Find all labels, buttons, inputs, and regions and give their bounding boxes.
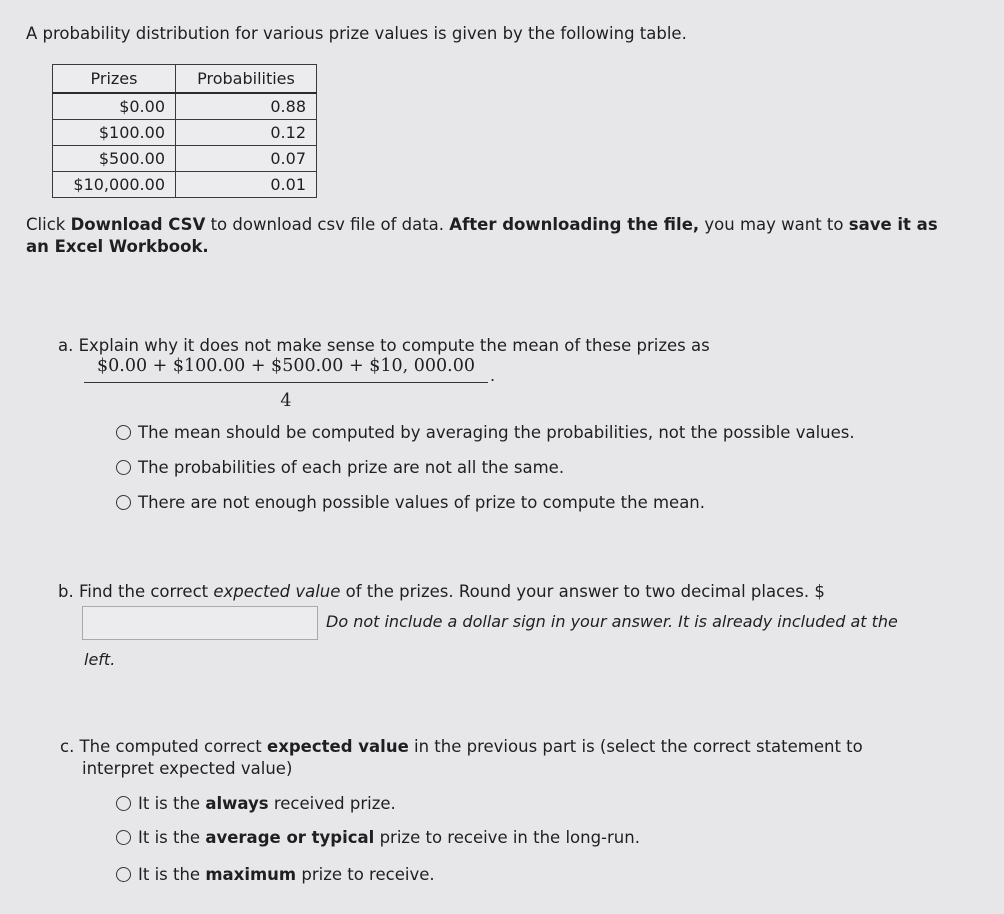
prize-cell: $0.00 [53,93,176,120]
instruction-after-download: After downloading the file, [449,215,700,234]
question-c-prompt [60,736,940,780]
table-row [53,146,317,172]
option-label: The probabilities of each prize are not all the same. [138,458,565,477]
option-text-bold: average or typical [205,828,375,847]
question-b-suffix: of the prizes. Round your answer to two decimal places. $ [340,582,825,601]
radio-button[interactable] [116,495,131,510]
question-a-option-1[interactable] [116,423,855,442]
table-row [53,120,317,146]
instruction-tail: you may want to [699,215,849,234]
option-text-bold: always [205,794,269,813]
answer-hint: Do not include a dollar sign in your answer. It is already included at the [326,612,898,631]
instruction-middle: to download csv file of data. [205,215,450,234]
option-text-before: It is the [138,828,206,847]
question-b-prefix: b. Find the correct [58,582,214,601]
fraction-denominator: 4 [280,391,292,411]
question-c-option-1[interactable] [116,794,396,813]
radio-button[interactable] [116,830,131,845]
option-label [138,865,435,884]
fraction-numerator: $0.00 + $100.00 + $500.00 + $10, 000.00 [84,354,488,383]
table-row [53,93,317,120]
radio-button[interactable] [116,867,131,882]
question-b-value-word: value [290,582,341,601]
intro-text: A probability distribution for various prize values is given by the following table. [26,24,687,43]
expected-value-input[interactable] [82,606,318,640]
option-text-after: prize to receive in the long-run. [374,828,640,847]
question-c-line2: interpret expected value) [82,759,293,778]
question-c-prefix: c. The computed correct [60,737,268,756]
prize-cell: $10,000.00 [53,172,176,198]
question-b-expected: expected [213,582,291,601]
probability-cell: 0.12 [176,120,317,146]
mean-fraction [84,354,488,411]
option-label [138,828,640,847]
question-a-prompt: a. Explain why it does not make sense to compute the mean of these prizes as [58,336,710,355]
question-c-option-3[interactable] [116,865,435,884]
option-text-before: It is the [138,794,206,813]
question-a-option-2[interactable] [116,458,564,477]
table-header-row [53,65,317,94]
prize-cell: $500.00 [53,146,176,172]
probability-cell: 0.01 [176,172,317,198]
option-label: The mean should be computed by averaging the probabilities, not the possible values. [138,423,855,442]
probability-cell: 0.07 [176,146,317,172]
option-text-after: prize to receive. [296,865,435,884]
probability-cell: 0.88 [176,93,317,120]
radio-button[interactable] [116,796,131,811]
option-label: There are not enough possible values of prize to compute the mean. [138,493,706,512]
option-label [138,794,396,813]
question-c-expected-value: expected value [267,737,409,756]
answer-hint-continued: left. [84,650,116,669]
option-text-before: It is the [138,865,206,884]
instruction-click: Click [26,215,71,234]
instruction-save-workbook: save it as an Excel Workbook. [26,215,938,256]
question-b-prompt [58,582,825,601]
option-text-after: received prize. [268,794,396,813]
prize-cell: $100.00 [53,120,176,146]
prize-distribution-table [52,64,317,198]
fraction-trailing-period: . [490,366,496,385]
radio-button[interactable] [116,460,131,475]
column-header-probabilities: Probabilities [176,65,317,94]
question-a-option-3[interactable] [116,493,705,512]
question-c-line1-tail: in the previous part is (select the correct statement to [408,737,863,756]
table-row [53,172,317,198]
radio-button[interactable] [116,425,131,440]
option-text-bold: maximum [205,865,297,884]
column-header-prizes: Prizes [53,65,176,94]
download-csv-link[interactable]: Download CSV [70,215,206,234]
download-instructions [26,214,966,258]
question-c-option-2[interactable] [116,828,640,847]
